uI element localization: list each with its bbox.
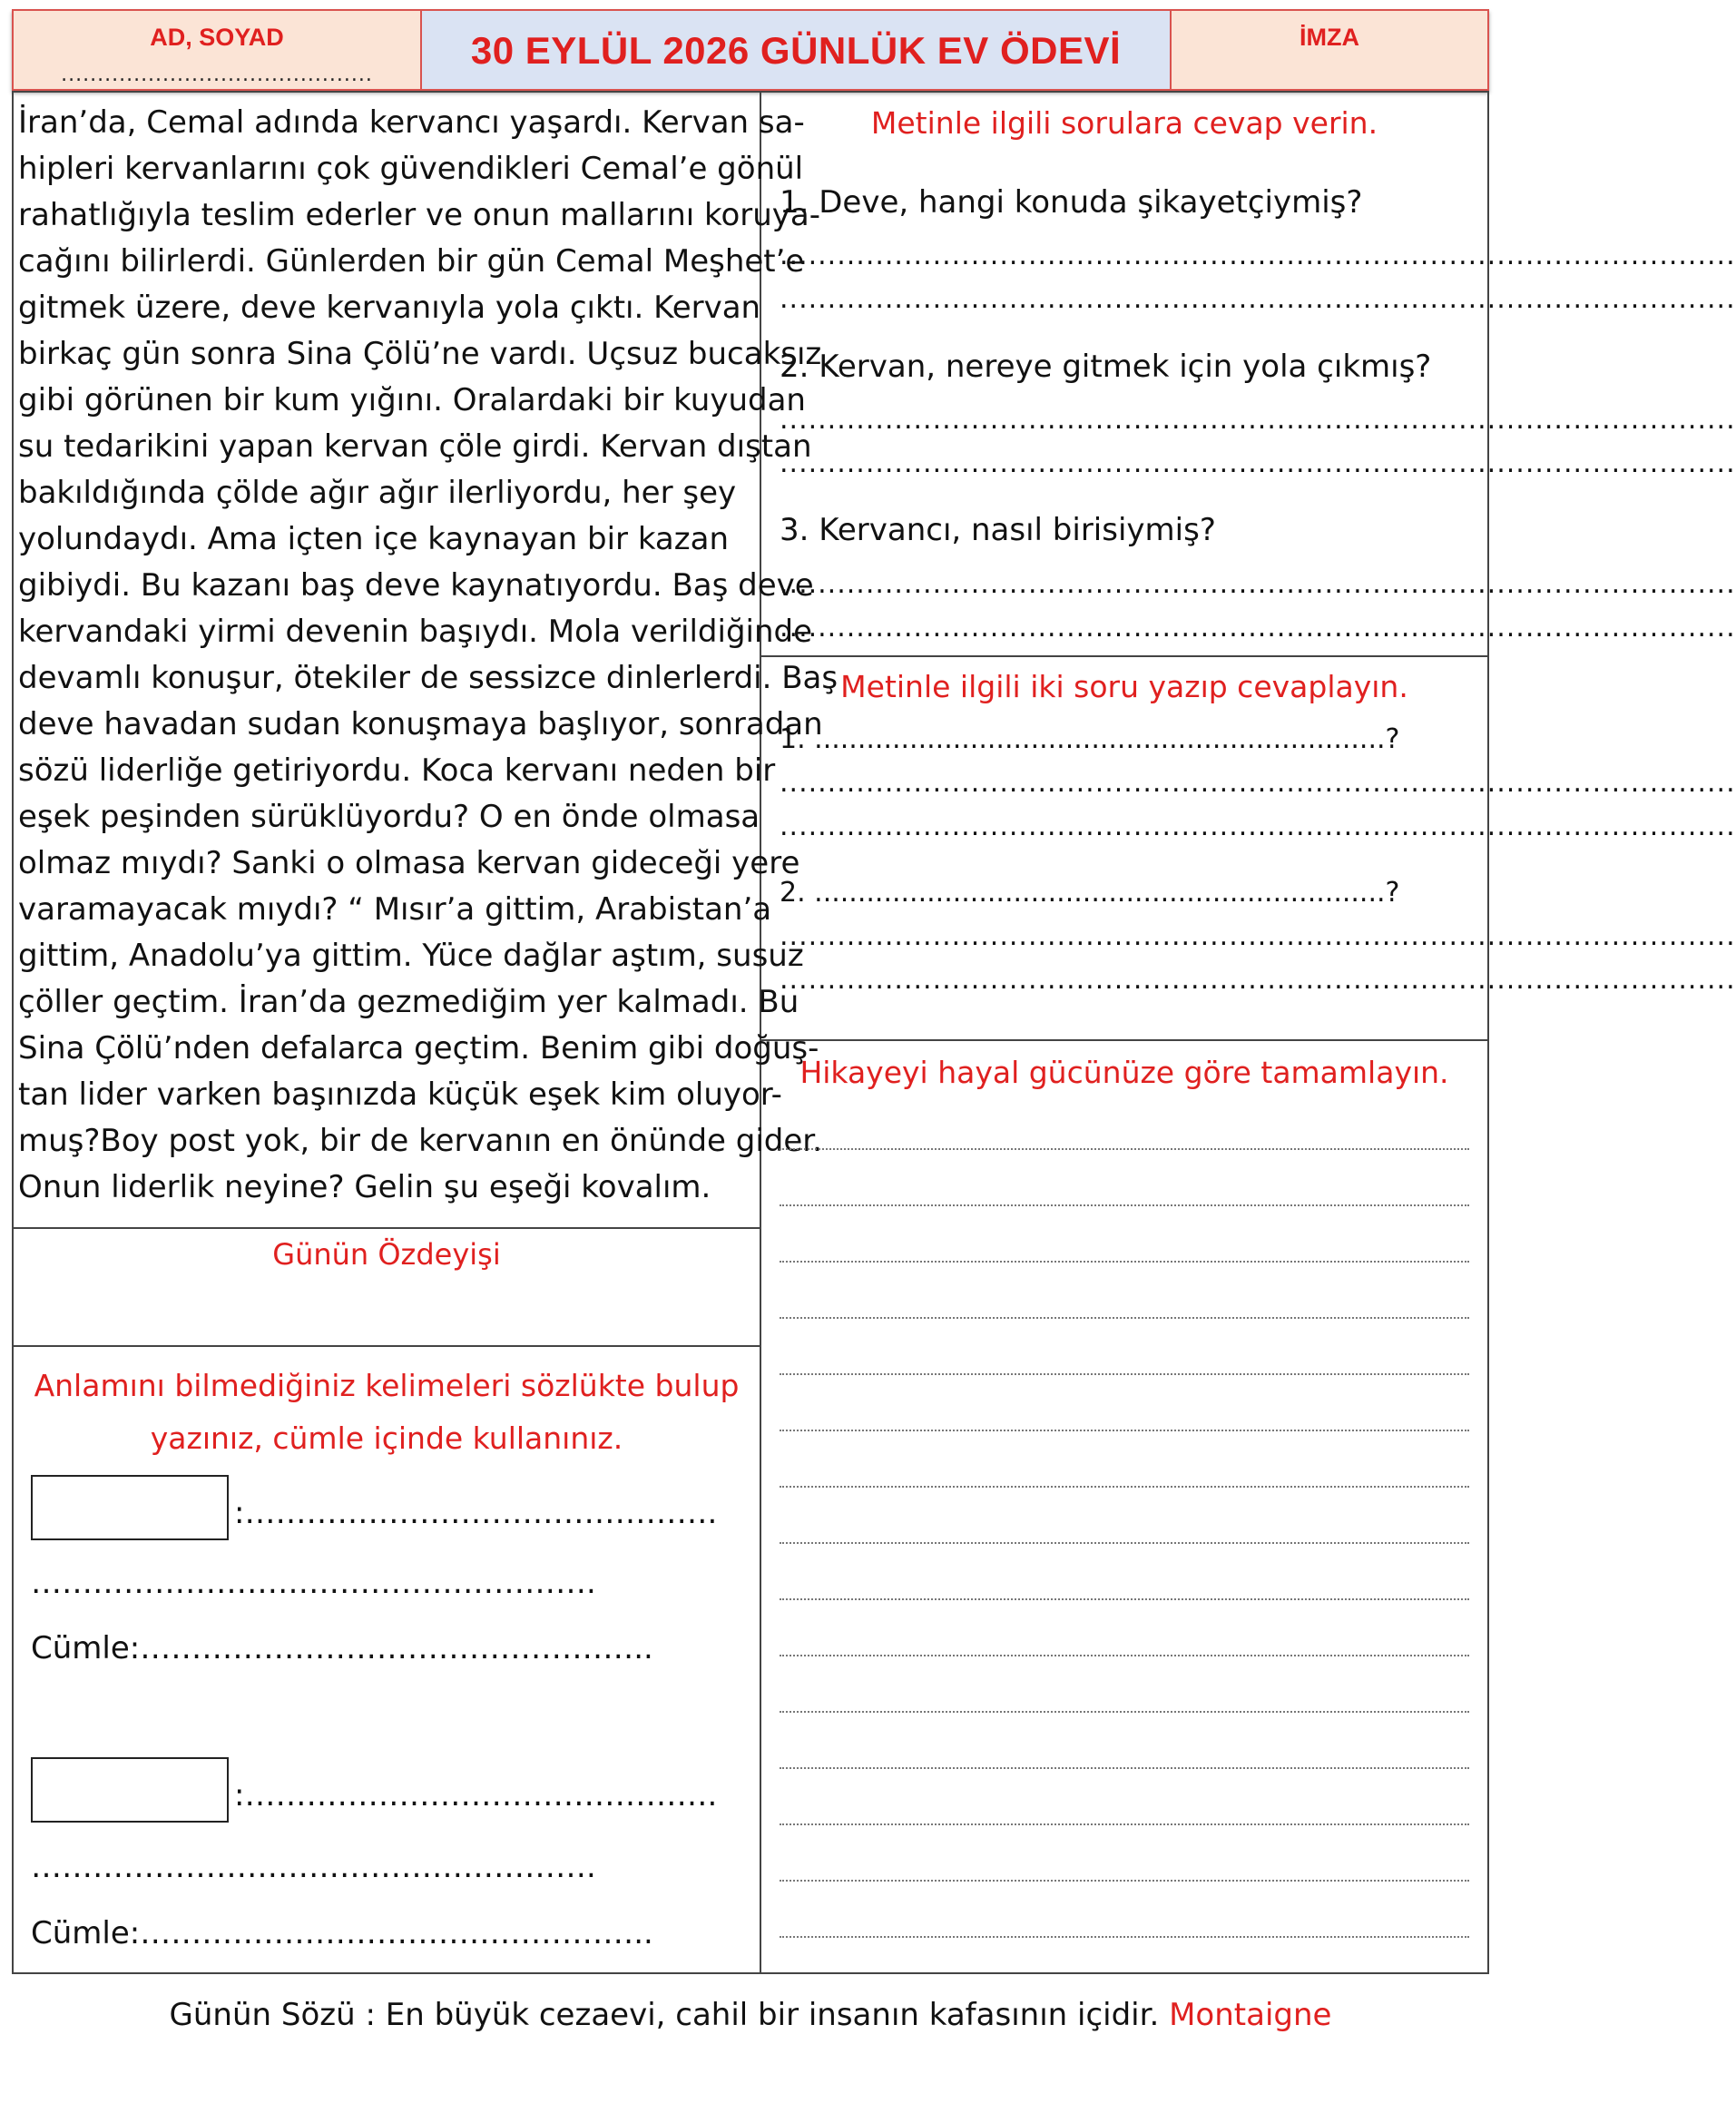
questions-title: Metinle ilgili sorulara cevap verin. (870, 105, 1378, 141)
story-line: Onun liderlik neyine? Gelin şu eşeği kovalım. (18, 1169, 711, 1205)
word-box-1[interactable] (31, 1475, 229, 1540)
story-line: muş?Boy post yok, bir de kervanın en önünde gider. (18, 1123, 822, 1159)
title-cell (422, 11, 1172, 89)
story-line: gitmek üzere, deve kervanıyla yola çıktı. Kervan (18, 290, 761, 326)
story-line: bakıldığında çölde ağır ağır ilerliyordu, her şey (18, 475, 737, 511)
questions-divider (760, 655, 1489, 657)
writing-line-11[interactable] (780, 1711, 1469, 1713)
header-bar (12, 9, 1489, 91)
word-box-2[interactable] (31, 1757, 229, 1823)
own-question-1[interactable]: 1. ..................................................................? (780, 723, 1400, 755)
signature-cell[interactable] (1172, 11, 1487, 89)
story-line: tan lider varken başınızda küçük eşek kim oluyor- (18, 1076, 782, 1113)
writing-line-13[interactable] (780, 1823, 1469, 1825)
story-line: rahatlığıyla teslim ederler ve onun mallarını koruya- (18, 197, 821, 233)
question-1: 1. Deve, hangi konuda şikayetçiymiş? (780, 184, 1363, 221)
name-cell[interactable] (14, 11, 422, 89)
quote-text: Günün Sözü : En büyük cezaevi, cahil bir insanın kafasının içidir. (169, 1997, 1160, 2033)
story-text (18, 100, 839, 1211)
motto-title: Günün Özdeyişi (272, 1237, 501, 1272)
story-line: deve havadan sudan konuşmaya başlıyor, sonradan (18, 706, 823, 742)
own-questions-title: Metinle ilgili iki soru yazıp cevaplayın. (840, 669, 1408, 704)
answer-2-line-2[interactable]: .................................................................................................... (780, 447, 1736, 479)
own-answer-1-line-1[interactable]: .................................................................................................... (780, 767, 1736, 799)
story-line: gittim, Anadolu’ya gittim. Yüce dağlar aştım, susuz (18, 938, 804, 974)
word-2-meaning-dots[interactable]: :………………………………………. (234, 1777, 718, 1813)
story-line: cağını bilirlerdi. Günlerden bir gün Cemal Meşhet’e (18, 243, 805, 280)
story-line: gibiydi. Bu kazanı baş deve kaynatıyordu. Baş deve (18, 567, 814, 604)
story-line: devamlı konuşur, ötekiler de sessizce dinlerlerdi. Baş (18, 660, 839, 696)
vocab-title-line2: yazınız, cümle içinde kullanınız. (150, 1420, 623, 1456)
motto-bottom-divider (12, 1345, 761, 1347)
writing-line-9[interactable] (780, 1598, 1469, 1600)
writing-line-7[interactable] (780, 1486, 1469, 1488)
motto-top-divider (12, 1227, 761, 1229)
story-line: kervandaki yirmi devenin başıydı. Mola verildiğinde (18, 614, 813, 650)
question-2: 2. Kervan, nereye gitmek için yola çıkmış? (780, 349, 1432, 385)
story-line: çöller geçtim. İran’da gezmediğim yer kalmadı. Bu (18, 984, 799, 1020)
name-label: AD, SOYAD (150, 24, 284, 51)
story-line: olmaz mıydı? Sanki o olmasa kervan gideceği yere (18, 845, 800, 881)
signature-label: İMZA (1300, 24, 1359, 51)
writing-line-1[interactable] (780, 1148, 1469, 1150)
answer-3-line-2[interactable]: .................................................................................................... (780, 612, 1736, 644)
answer-1-line-2[interactable]: .................................................................................................... (780, 283, 1736, 315)
word-2-extra-dots[interactable]: ………………………………………………. (31, 1849, 596, 1885)
word-1-extra-dots[interactable]: ………………………………………………. (31, 1565, 596, 1601)
story-line: gibi görünen bir kum yığını. Oralardaki bir kuyudan (18, 382, 806, 418)
own-questions-divider (760, 1039, 1489, 1041)
word-1-meaning-dots[interactable]: :………………………………………. (234, 1495, 718, 1531)
story-line: eşek peşinden sürüklüyordu? O en önde olmasa (18, 799, 760, 835)
story-line: su tedarikini yapan kervan çöle girdi. Kervan dıştan (18, 428, 812, 465)
question-3: 3. Kervancı, nasıl birisiymiş? (780, 512, 1216, 548)
name-dots: ........................................... (61, 64, 373, 86)
writing-line-3[interactable] (780, 1261, 1469, 1263)
writing-line-2[interactable] (780, 1204, 1469, 1206)
answer-1-line-1[interactable]: .................................................................................................... (780, 240, 1736, 271)
writing-line-5[interactable] (780, 1373, 1469, 1375)
own-question-2[interactable]: 2. ..................................................................? (780, 877, 1400, 909)
word-2-sentence[interactable]: Cümle:………………………………………….. (31, 1915, 653, 1951)
story-line: hipleri kervanlarını çok güvendikleri Cemal’e gönül (18, 151, 804, 187)
vocab-title-line1: Anlamını bilmediğiniz kelimeleri sözlükte bulup (34, 1368, 740, 1403)
writing-line-15[interactable] (780, 1936, 1469, 1938)
writing-line-6[interactable] (780, 1430, 1469, 1431)
story-line: yolundaydı. Ama içten içe kaynayan bir kazan (18, 521, 729, 557)
quote-author: Montaigne (1169, 1997, 1332, 2033)
story-line: İran’da, Cemal adında kervancı yaşardı. Kervan sa- (18, 104, 805, 141)
writing-line-10[interactable] (780, 1655, 1469, 1656)
story-line: birkaç gün sonra Sina Çölü’ne vardı. Uçsuz bucaksız (18, 336, 822, 372)
story-complete-title: Hikayeyi hayal gücünüze göre tamamlayın. (799, 1055, 1449, 1090)
answer-2-line-1[interactable]: .................................................................................................... (780, 404, 1736, 436)
own-answer-2-line-2[interactable]: .................................................................................................... (780, 964, 1736, 996)
answer-3-line-1[interactable]: .................................................................................................... (780, 568, 1736, 600)
word-1-sentence[interactable]: Cümle:………………………………………….. (31, 1630, 653, 1666)
footer-quote (0, 1997, 1501, 2033)
own-answer-2-line-1[interactable]: .................................................................................................... (780, 920, 1736, 952)
writing-line-12[interactable] (780, 1767, 1469, 1769)
writing-line-14[interactable] (780, 1880, 1469, 1882)
story-line: sözü liderliğe getiriyordu. Koca kervanı neden bir (18, 752, 776, 789)
writing-line-4[interactable] (780, 1317, 1469, 1319)
story-line: varamayacak mıydı? “ Mısır’a gittim, Arabistan’a (18, 891, 772, 928)
vocab-title (12, 1360, 761, 1465)
page-title: 30 EYLÜL 2026 GÜNLÜK EV ÖDEVİ (470, 29, 1122, 72)
story-line: Sina Çölü’nden defalarca geçtim. Benim gibi doğuş- (18, 1030, 819, 1066)
own-answer-1-line-2[interactable]: .................................................................................................... (780, 811, 1736, 842)
writing-line-8[interactable] (780, 1542, 1469, 1544)
